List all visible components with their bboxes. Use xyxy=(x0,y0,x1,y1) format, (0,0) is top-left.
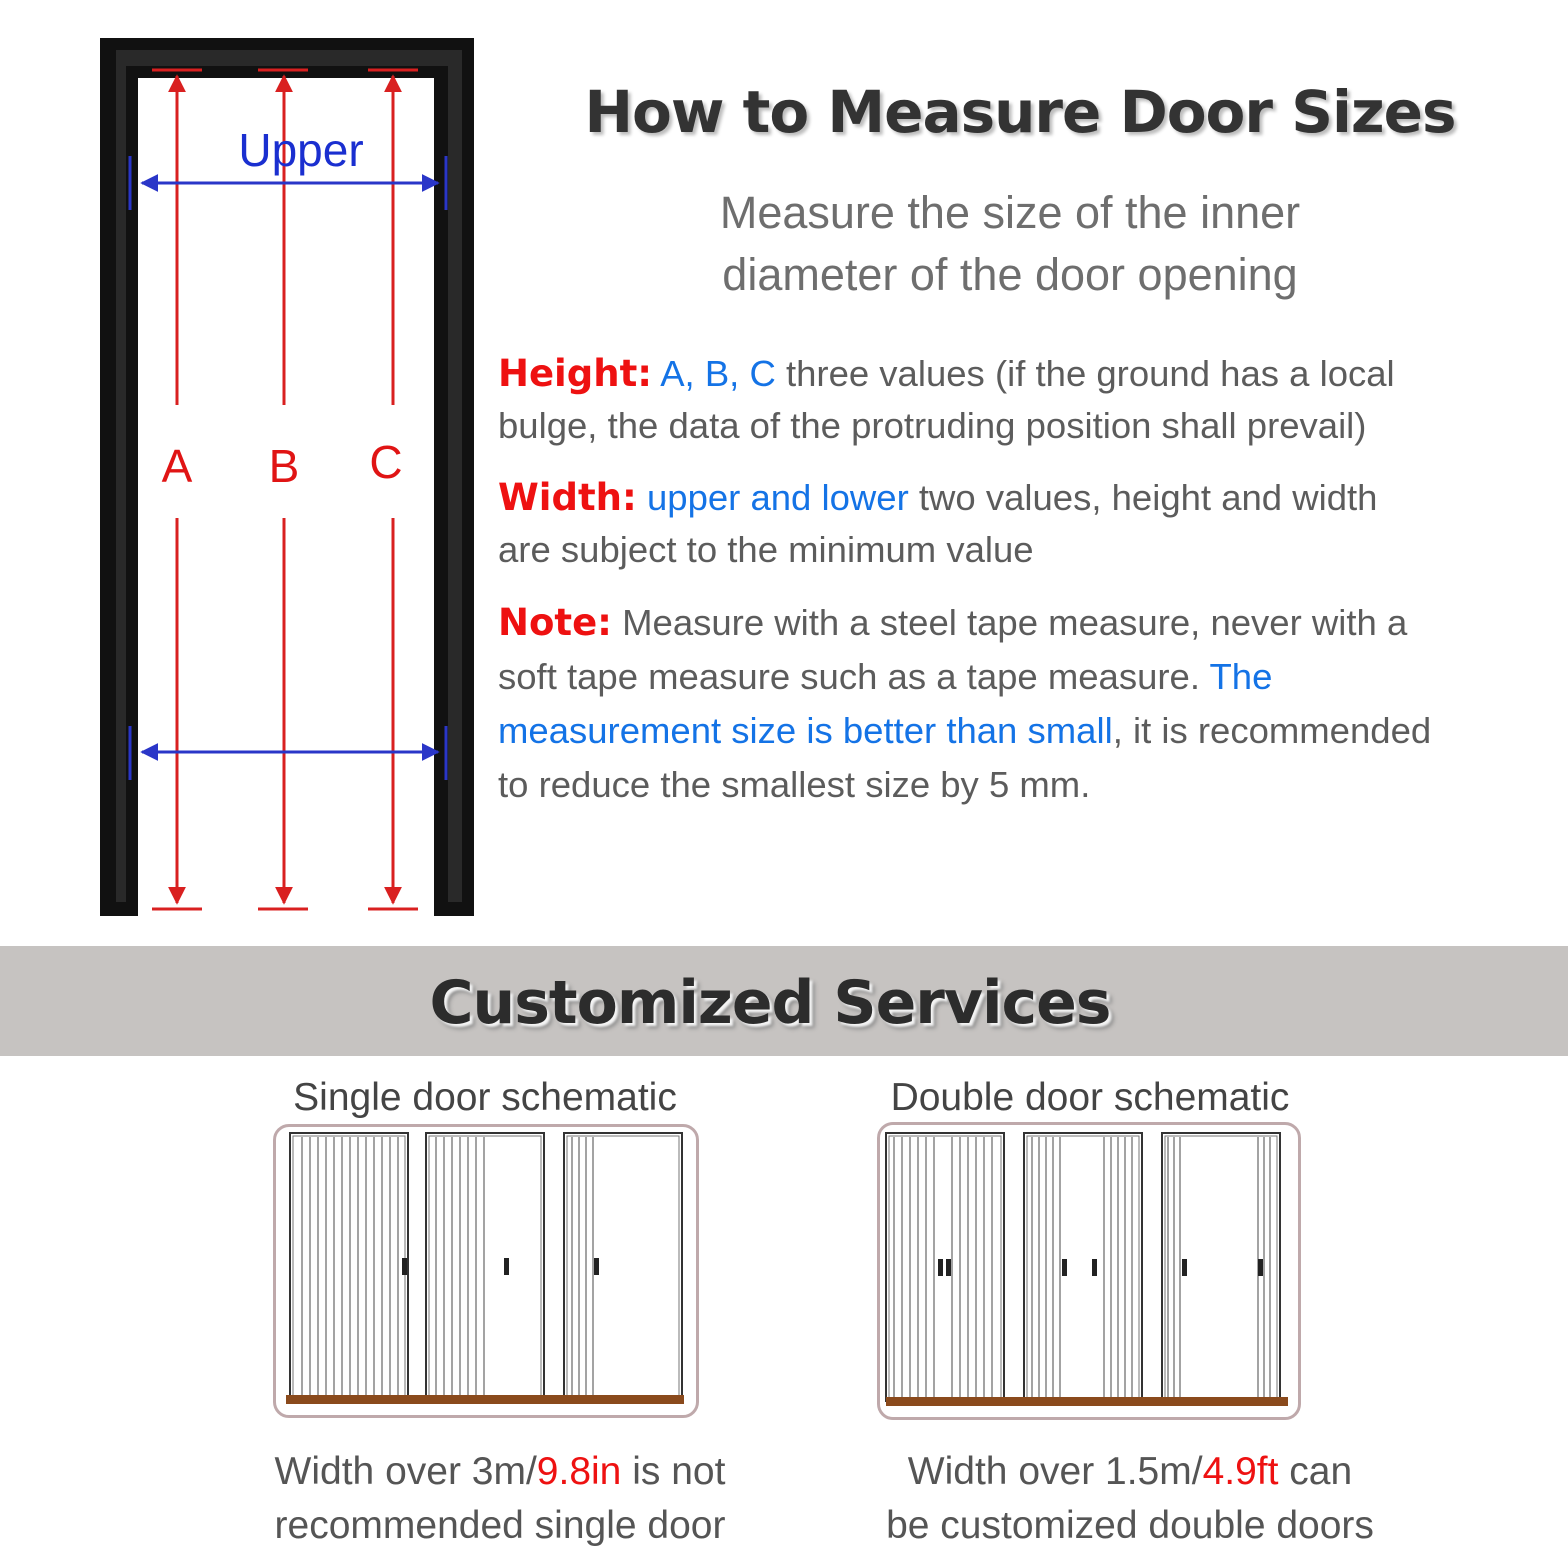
note-label: Note: xyxy=(498,601,612,644)
door-frame-diagram xyxy=(90,30,490,930)
subtitle-line-2: diameter of the door opening xyxy=(722,249,1298,300)
double-panel-3 xyxy=(1162,1133,1280,1401)
label-c: C xyxy=(369,436,403,488)
double-note-post: can xyxy=(1278,1450,1353,1493)
double-door-caption: Double door schematic xyxy=(890,1076,1290,1119)
single-door-schematic xyxy=(273,1124,699,1418)
double-handle xyxy=(1182,1259,1187,1276)
note-instruction xyxy=(498,596,1538,812)
single-handle xyxy=(402,1258,407,1275)
page-title: How to Measure Door Sizes xyxy=(584,78,1456,146)
height-text-1: three values (if the ground has a local xyxy=(775,353,1395,394)
height-label: Height: xyxy=(498,352,653,395)
note-text-4: to reduce the smallest size by 5 mm. xyxy=(498,764,1091,805)
note-text-2: soft tape measure such as a tape measure. xyxy=(498,656,1210,697)
single-note-post: is not xyxy=(621,1450,726,1493)
single-panel-1 xyxy=(290,1133,408,1399)
double-handle xyxy=(1258,1259,1263,1276)
double-door-schematic xyxy=(877,1122,1301,1420)
double-panel-2 xyxy=(1024,1133,1142,1401)
height-instruction xyxy=(498,348,1538,452)
note-blue-1: The xyxy=(1209,656,1273,697)
double-door-illustration xyxy=(880,1125,1298,1417)
upper-label: Upper xyxy=(238,124,364,176)
single-note-pre: Width over 3m/ xyxy=(274,1450,537,1493)
subtitle-line-1: Measure the size of the inner xyxy=(719,187,1301,238)
double-handle xyxy=(1062,1259,1067,1276)
width-highlight: upper and lower xyxy=(646,477,909,518)
note-text-3: , it is recommended xyxy=(1112,710,1432,751)
label-b: B xyxy=(268,440,300,492)
height-text-2: bulge, the data of the protruding position shall prevail) xyxy=(498,405,1367,446)
note-blue-2: measurement size is better than small xyxy=(498,710,1113,751)
single-floor-track xyxy=(286,1395,684,1404)
single-note-red: 9.8in xyxy=(536,1450,622,1493)
single-panel-3 xyxy=(564,1133,682,1399)
width-text-1: two values, height and width xyxy=(908,477,1378,518)
double-handle xyxy=(1092,1259,1097,1276)
label-a: A xyxy=(161,440,193,492)
single-note-line-2: recommended single door xyxy=(274,1504,726,1547)
double-door-note xyxy=(860,1445,1400,1553)
single-panel-2 xyxy=(426,1133,544,1399)
single-door-illustration xyxy=(276,1127,696,1415)
double-handle xyxy=(946,1259,951,1276)
double-note-pre: Width over 1.5m/ xyxy=(907,1450,1203,1493)
width-text-2: are subject to the minimum value xyxy=(498,529,1034,570)
height-abc: A, B, C xyxy=(660,353,776,394)
double-note-red: 4.9ft xyxy=(1202,1450,1279,1493)
single-door-note xyxy=(235,1445,765,1553)
double-panel-1 xyxy=(886,1133,1004,1401)
double-floor-track xyxy=(886,1397,1288,1406)
single-handle xyxy=(594,1258,599,1275)
single-handle xyxy=(504,1258,509,1275)
width-instruction xyxy=(498,472,1538,576)
single-door-caption: Single door schematic xyxy=(293,1076,677,1119)
subtitle xyxy=(620,182,1400,306)
note-text-1: Measure with a steel tape measure, never with a xyxy=(611,602,1408,643)
double-handle xyxy=(938,1259,943,1276)
double-note-line-2: be customized double doors xyxy=(886,1504,1374,1547)
width-label: Width: xyxy=(498,476,637,519)
banner-title: Customized Services xyxy=(429,968,1111,1038)
